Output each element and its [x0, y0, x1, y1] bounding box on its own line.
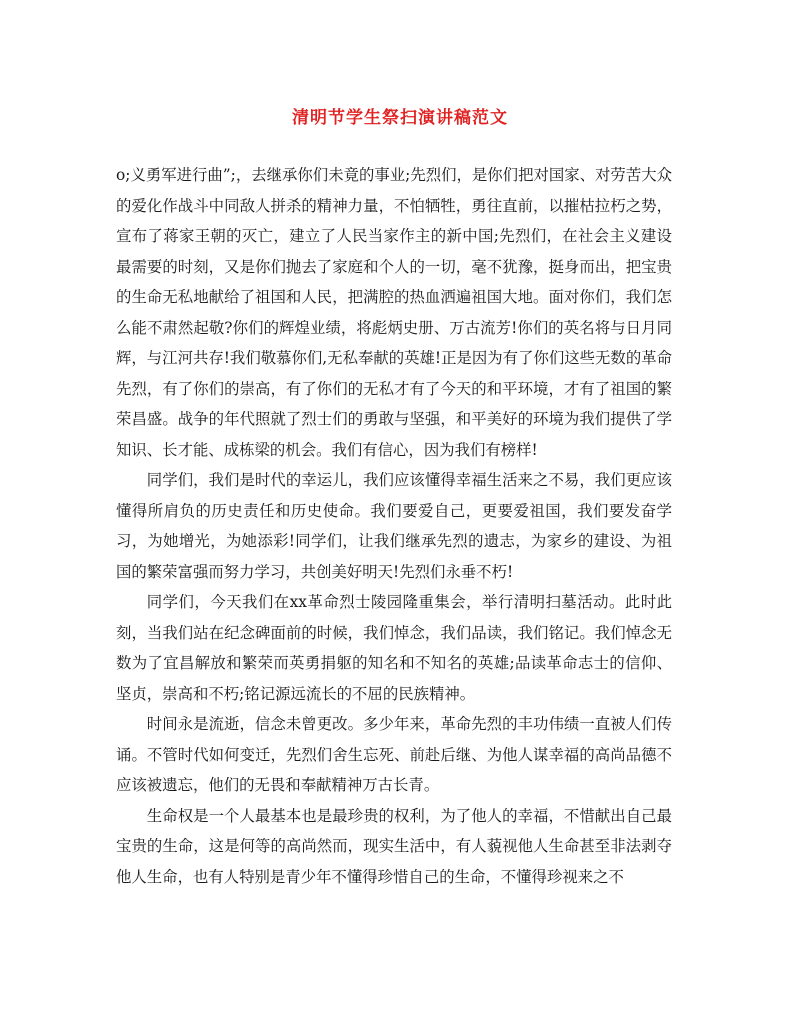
paragraph-5: 生命权是一个人最基本也是最珍贵的权利，为了他人的幸福，不惜献出自己最宝贵的生命，这是何等的高尚然而，现实生活中，有人藐视他人生命甚至非法剥夺他人生命，也有人特别是青少年不懂得珍惜自己的生命，不懂得珍视来之不: [116, 806, 672, 886]
paragraph-1: o;义勇军进行曲”;，去继承你们未竟的事业;先烈们，是你们把对国家、对劳苦大众的爱化作战斗中同敌人拼杀的精神力量，不怕牺牲，勇往直前，以摧枯拉朽之势，宣布了蒋家王朝的灭亡，建立了人民当家作主的新中国;先烈们，在社会主义建设最需要的时刻，又是你们抛去了家庭和个人的一切，毫不犹豫，挺身而出，把宝贵的生命无私地献给了祖国和人民，把满腔的热血洒遍祖国大地。面对你们，我们怎么能不肃然起敬?你们的辉煌业绩，将彪炳史册、万古流芳!你们的英名将与日月同辉，与江河共存!我们敬慕你们,无私奉献的英雄!正是因为有了你们这些无数的革命先烈，有了你们的崇高，有了你们的无私才有了今天的和平环境，才有了祖国的繁荣昌盛。战争的年代照就了烈士们的勇敢与坚强，和平美好的环境为我们提供了学知识、长才能、成栋梁的机会。我们有信心，因为我们有榜样!: [116, 166, 672, 459]
paragraph-4: 时间永是流逝，信念未曾更改。多少年来，革命先烈的丰功伟绩一直被人们传诵。不管时代如何变迁，先烈们舍生忘死、前赴后继、为他人谋幸福的高尚品德不应该被遗忘，他们的无畏和奉献精神万古长青。: [116, 715, 672, 794]
document-body: [116, 160, 672, 892]
document-title: 清明节学生祭扫演讲稿范文: [292, 108, 508, 128]
paragraph-2: 同学们，我们是时代的幸运儿，我们应该懂得幸福生活来之不易，我们更应该懂得所肩负的历史责任和历史使命。我们要爱自己，更要爱祖国，我们要发奋学习，为她增光，为她添彩!同学们，让我们继承先烈的遗志，为家乡的建设、为祖国的繁荣富强而努力学习，共创美好明天!先烈们永垂不朽!: [116, 471, 672, 581]
paragraph-3: 同学们，今天我们在xx革命烈士陵园隆重集会，举行清明扫墓活动。此时此刻，当我们站在纪念碑面前的时候，我们悼念，我们品读，我们铭记。我们悼念无数为了宜昌解放和繁荣而英勇捐躯的知名和不知名的英雄;品读革命志士的信仰、坚贞，崇高和不朽;铭记源远流长的不屈的民族精神。: [116, 593, 672, 703]
